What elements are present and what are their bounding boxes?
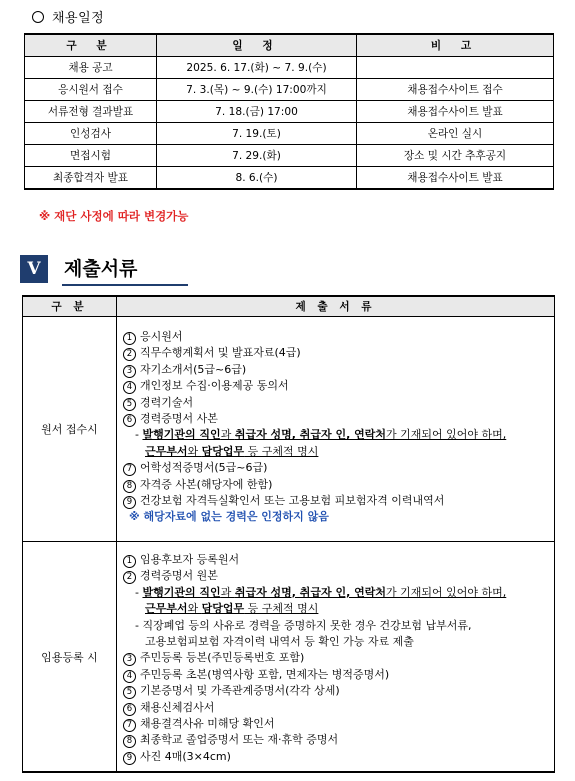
list-item bbox=[123, 732, 548, 748]
sub-note-dash: - bbox=[135, 428, 143, 442]
list-item-text: 자기소개서(5급~6급) bbox=[140, 362, 247, 376]
list-item bbox=[123, 477, 548, 493]
schedule-cell-date: 7. 29.(화) bbox=[157, 145, 357, 167]
table-row bbox=[25, 79, 554, 101]
emphasis-text: 근무부서 bbox=[145, 602, 188, 616]
schedule-cell-category: 인성검사 bbox=[25, 123, 157, 145]
circled-number: 2 bbox=[123, 348, 136, 361]
list-item bbox=[123, 650, 548, 666]
section-title-underline bbox=[62, 284, 188, 286]
sub-note bbox=[123, 427, 548, 443]
schedule-cell-note: 온라인 실시 bbox=[357, 123, 554, 145]
circled-number: 6 bbox=[123, 414, 136, 427]
documents-list-appointment bbox=[117, 542, 555, 773]
emphasis-text: 담당업무 bbox=[201, 602, 245, 616]
list-item bbox=[123, 568, 548, 584]
list-item bbox=[123, 683, 548, 699]
sub-note-text: 등 구체적 명시 bbox=[244, 602, 319, 616]
sub-note-text: 가 기재되어 있어야 하며, bbox=[386, 428, 507, 442]
section-number-badge: V bbox=[20, 255, 48, 283]
list-item bbox=[123, 460, 548, 476]
list-item-text: 주민등록 초본(병역사항 포함, 면제자는 병적증명서) bbox=[140, 667, 390, 681]
schedule-cell-note: 장소 및 시간 추후공지 bbox=[357, 145, 554, 167]
table-row bbox=[23, 542, 555, 773]
schedule-cell-note: 채용접수사이트 발표 bbox=[357, 167, 554, 190]
circled-number: 3 bbox=[123, 653, 136, 666]
emphasis-text: 발행기관의 직인 bbox=[142, 428, 221, 442]
table-row bbox=[23, 317, 555, 542]
list-item-text: 경력증명서 원본 bbox=[140, 569, 218, 583]
schedule-cell-note: 채용접수사이트 발표 bbox=[357, 101, 554, 123]
schedule-table bbox=[24, 33, 554, 190]
circled-number: 5 bbox=[123, 686, 136, 699]
schedule-cell-note: 채용접수사이트 접수 bbox=[357, 79, 554, 101]
schedule-cell-category: 면접시험 bbox=[25, 145, 157, 167]
sub-note-text: 등 구체적 명시 bbox=[244, 444, 319, 458]
list-item-text: 채용결격사유 미해당 확인서 bbox=[140, 717, 275, 731]
circled-number: 7 bbox=[123, 719, 136, 732]
schedule-cell-date: 2025. 6. 17.(화) ~ 7. 9.(수) bbox=[157, 57, 357, 79]
list-item-text: 응시원서 bbox=[140, 330, 183, 343]
sub-note bbox=[123, 601, 548, 617]
schedule-header-date: 일 정 bbox=[157, 34, 357, 57]
circled-number: 9 bbox=[123, 752, 136, 765]
sub-note-text: 와 bbox=[187, 444, 202, 458]
circled-number: 4 bbox=[123, 670, 136, 683]
documents-header-docs: 제 출 서 류 bbox=[117, 296, 555, 317]
sub-note-text: 과 bbox=[220, 428, 235, 442]
table-row bbox=[25, 57, 554, 79]
documents-header-row bbox=[23, 296, 555, 317]
circled-number: 7 bbox=[123, 463, 136, 476]
circled-number: 6 bbox=[123, 703, 136, 716]
schedule-header-note: 비 고 bbox=[357, 34, 554, 57]
list-item-text: 사진 4매(3×4cm) bbox=[140, 749, 231, 763]
list-item-text: 경력증명서 사본 bbox=[140, 412, 218, 426]
list-item-text: 자격증 사본(해당자에 한함) bbox=[140, 477, 273, 491]
list-item-text: 기본증명서 및 가족관계증명서(각각 상세) bbox=[140, 684, 340, 698]
circled-number: 8 bbox=[123, 735, 136, 748]
list-item bbox=[123, 378, 548, 394]
list-item-text: 어학성적증명서(5급~6급) bbox=[140, 461, 268, 475]
schedule-footnote: ※ 재단 사정에 따라 변경가능 bbox=[39, 209, 189, 223]
emphasis-text: 취급자 성명, 취급자 인, 연락처 bbox=[234, 428, 386, 442]
emphasis-text: 취급자 성명, 취급자 인, 연락처 bbox=[234, 585, 386, 599]
schedule-cell-category: 채용 공고 bbox=[25, 57, 157, 79]
circled-number: 4 bbox=[123, 381, 136, 394]
emphasis-text: 발행기관의 직인 bbox=[142, 585, 221, 599]
list-item-text: 최종학교 졸업증명서 또는 재·휴학 증명서 bbox=[140, 733, 339, 747]
table-row bbox=[25, 101, 554, 123]
list-item bbox=[123, 329, 548, 345]
emphasis-text: 근무부서 bbox=[145, 444, 188, 458]
circled-number: 2 bbox=[123, 571, 136, 584]
list-item bbox=[123, 411, 548, 427]
list-item-text: 채용신체검사서 bbox=[140, 700, 215, 714]
list-item bbox=[123, 716, 548, 732]
list-item bbox=[123, 493, 548, 509]
documents-list-application bbox=[117, 317, 555, 542]
sub-note: 고용보험피보험 자격이력 내역서 등 확인 가능 자료 제출 bbox=[145, 635, 414, 649]
circled-number: 1 bbox=[123, 555, 136, 568]
documents-category-application: 원서 접수시 bbox=[23, 317, 117, 542]
schedule-heading bbox=[32, 7, 104, 26]
sub-note-dash: - bbox=[135, 585, 143, 599]
list-item-text: 개인정보 수집·이용제공 동의서 bbox=[140, 379, 289, 393]
list-item-text: 경력기술서 bbox=[140, 395, 194, 409]
list-item bbox=[123, 552, 548, 568]
schedule-cell-category: 응시원서 접수 bbox=[25, 79, 157, 101]
schedule-cell-category: 최종합격자 발표 bbox=[25, 167, 157, 190]
schedule-cell-note bbox=[357, 57, 554, 79]
list-item bbox=[123, 667, 548, 683]
list-item bbox=[123, 345, 548, 361]
circled-number: 3 bbox=[123, 365, 136, 378]
sub-note bbox=[123, 585, 548, 601]
sub-note-text: 가 기재되어 있어야 하며, bbox=[386, 585, 507, 599]
emphasis-text: 담당업무 bbox=[201, 444, 245, 458]
documents-table bbox=[22, 295, 555, 773]
schedule-cell-date: 7. 3.(목) ~ 9.(수) 17:00까지 bbox=[157, 79, 357, 101]
circled-number: 1 bbox=[123, 332, 136, 345]
sub-note-text: 과 bbox=[220, 585, 235, 599]
schedule-cell-date: 8. 6.(수) bbox=[157, 167, 357, 190]
career-note: ※ 해당자료에 없는 경력은 인정하지 않음 bbox=[129, 510, 329, 524]
list-item bbox=[123, 749, 548, 765]
list-item-text: 주민등록 등본(주민등록번호 포함) bbox=[140, 651, 305, 665]
schedule-header-row bbox=[25, 34, 554, 57]
circled-number: 8 bbox=[123, 480, 136, 493]
schedule-header-category: 구 분 bbox=[25, 34, 157, 57]
schedule-cell-date: 7. 19.(토) bbox=[157, 123, 357, 145]
schedule-cell-category: 서류전형 결과발표 bbox=[25, 101, 157, 123]
list-item-text: 건강보험 자격득실확인서 또는 고용보험 피보험자격 이력내역서 bbox=[140, 494, 445, 508]
circled-number: 5 bbox=[123, 398, 136, 411]
table-row bbox=[25, 145, 554, 167]
list-item-text: 직무수행계획서 및 발표자료(4급) bbox=[140, 346, 301, 360]
table-row bbox=[25, 167, 554, 190]
schedule-cell-date: 7. 18.(금) 17:00 bbox=[157, 101, 357, 123]
list-item bbox=[123, 395, 548, 411]
sub-note bbox=[123, 444, 548, 460]
list-item bbox=[123, 362, 548, 378]
circled-number: 9 bbox=[123, 496, 136, 509]
documents-category-appointment: 임용등록 시 bbox=[23, 542, 117, 773]
section-title: 제출서류 bbox=[64, 258, 138, 280]
sub-note: - 직장폐업 등의 사유로 경력을 증명하지 못한 경우 건강보험 납부서류, bbox=[135, 618, 472, 632]
schedule-heading-text: 채용일정 bbox=[52, 11, 105, 26]
list-item bbox=[123, 700, 548, 716]
sub-note-text: 와 bbox=[187, 602, 202, 616]
table-row bbox=[25, 123, 554, 145]
circle-bullet-icon bbox=[32, 11, 44, 23]
list-item-text: 임용후보자 등록원서 bbox=[140, 553, 240, 566]
documents-header-category: 구 분 bbox=[23, 296, 117, 317]
